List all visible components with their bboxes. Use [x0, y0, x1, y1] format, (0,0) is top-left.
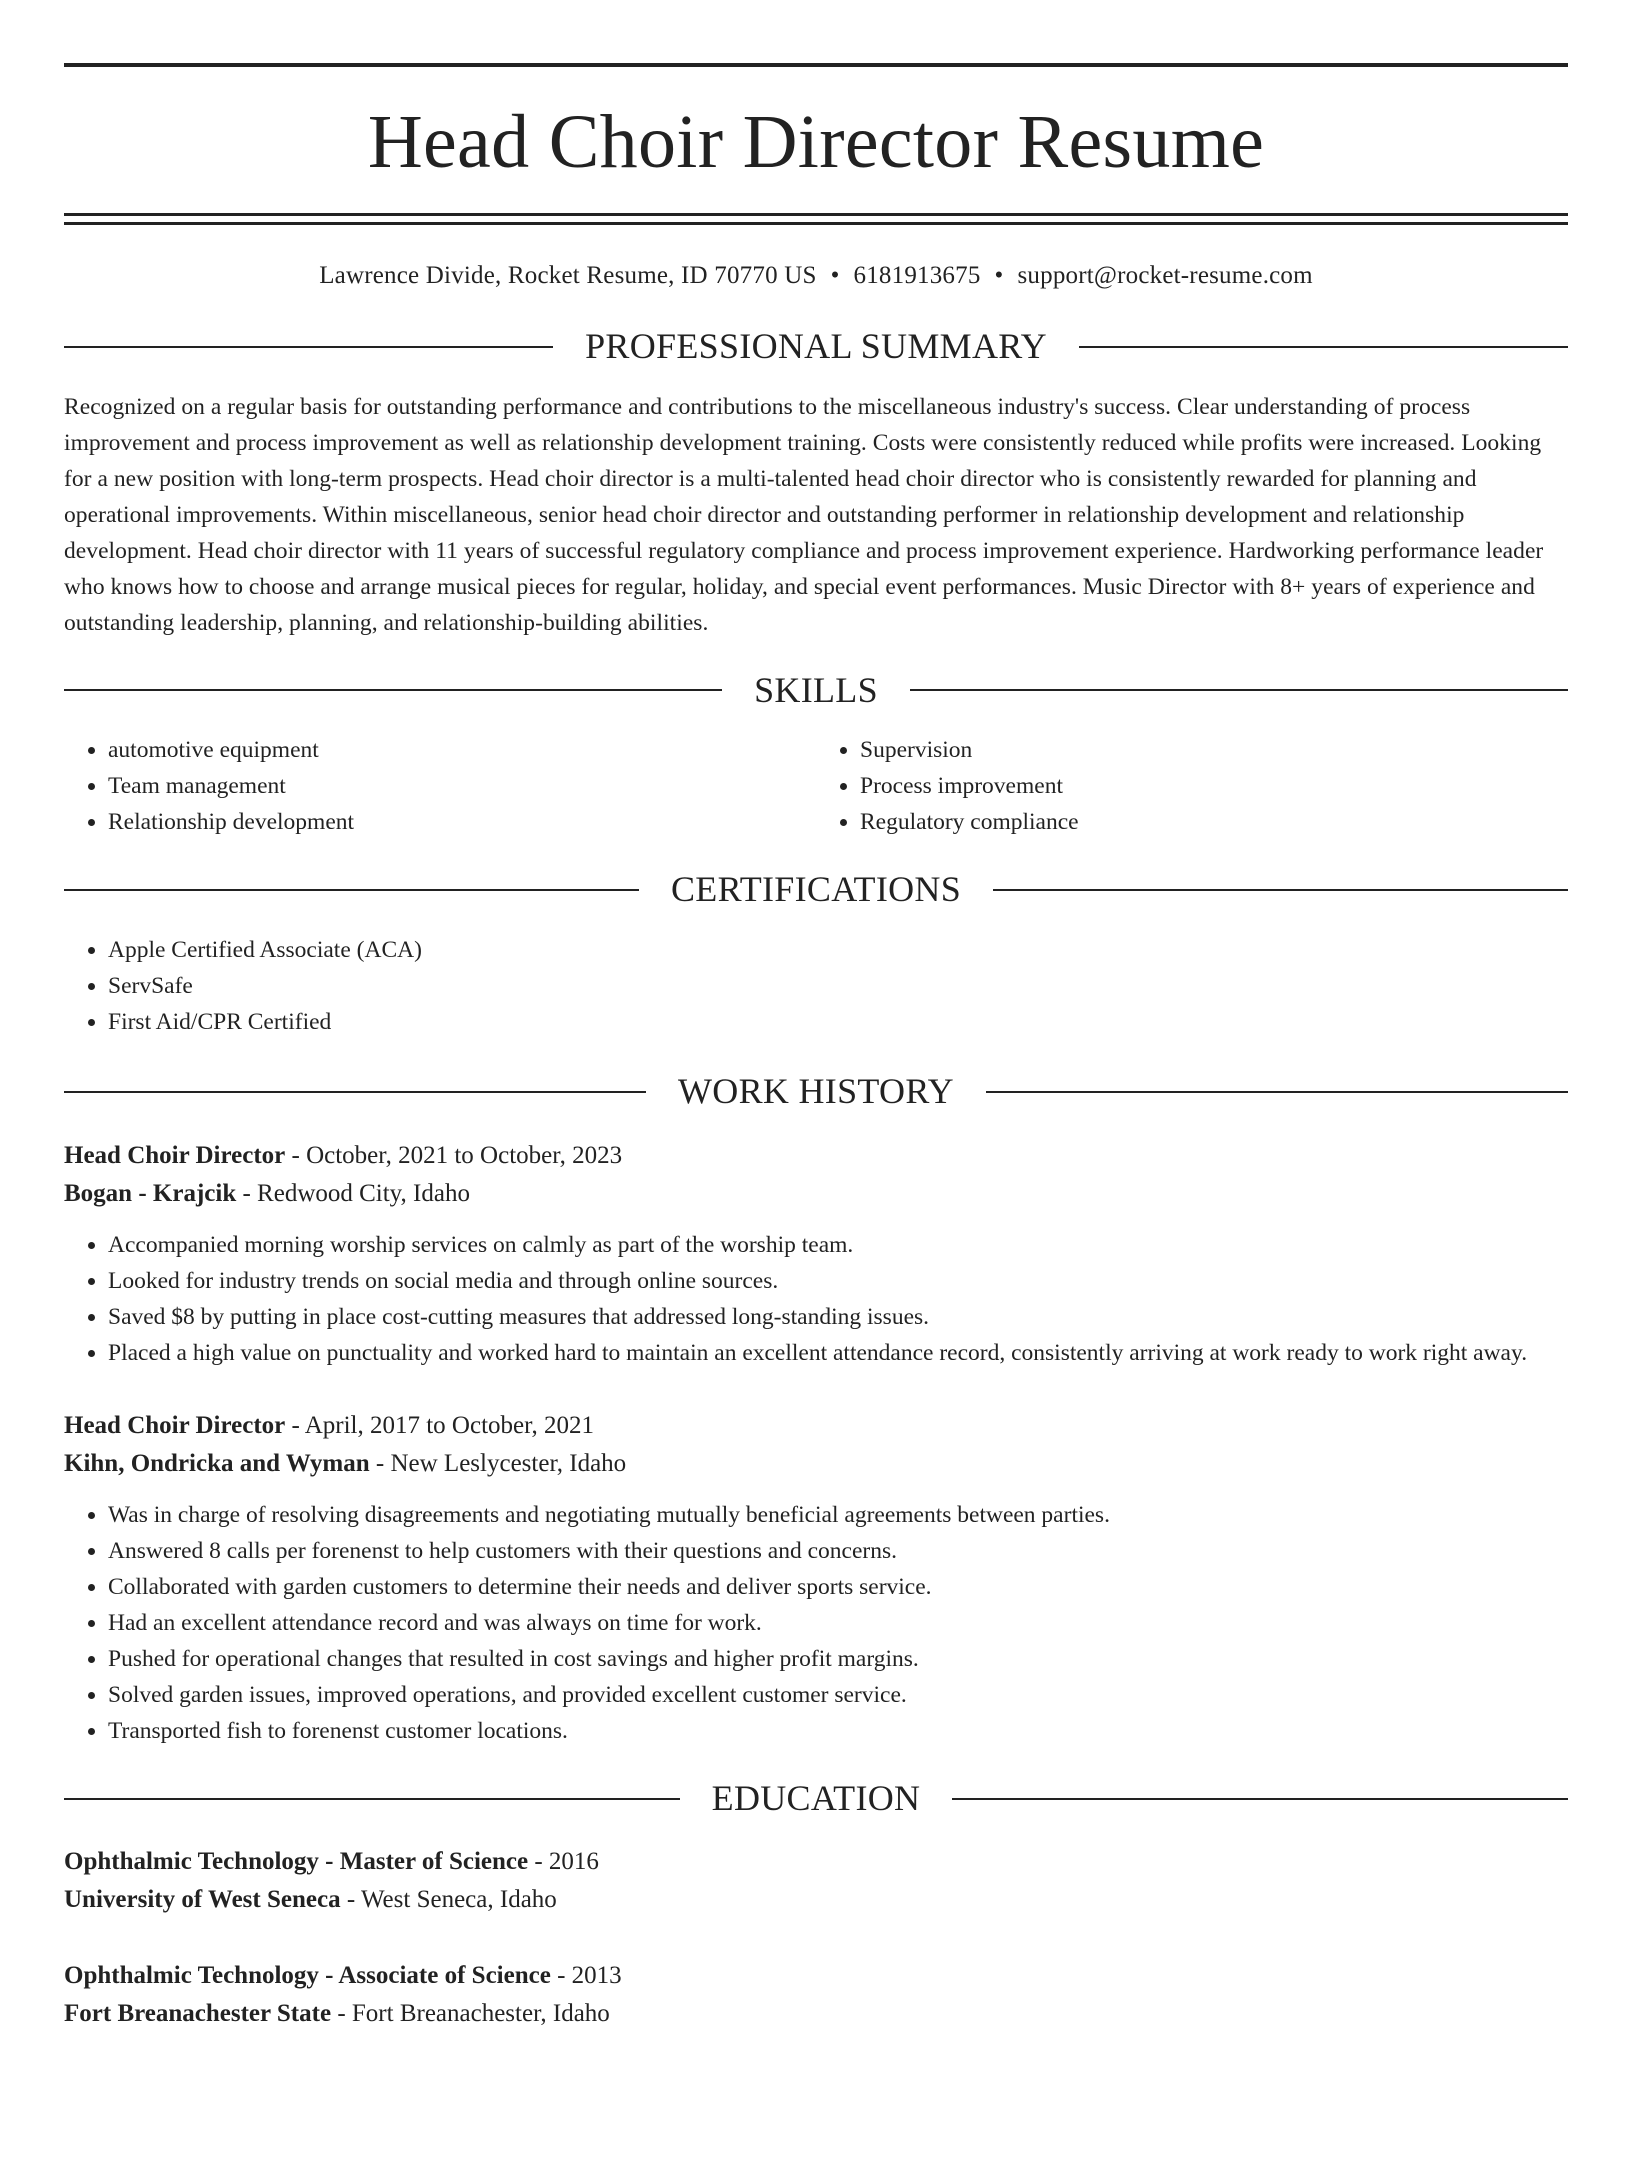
education-school: University of West Seneca — [64, 1885, 341, 1913]
skill-item: • automotive equipment — [108, 732, 816, 768]
education-school: Fort Breanachester State — [64, 1999, 332, 2027]
section-title-summary: PROFESSIONAL SUMMARY — [585, 326, 1047, 366]
divider-line — [910, 689, 1568, 691]
job-entry — [64, 1407, 1568, 1749]
skills-list — [64, 732, 1568, 840]
job-title-line — [64, 1407, 1568, 1445]
divider-line — [64, 1091, 646, 1093]
skill-item: • Relationship development — [108, 804, 816, 840]
job-company-line — [64, 1445, 1568, 1483]
job-title-line — [64, 1137, 1568, 1175]
education-degree: Ophthalmic Technology - Master of Science — [64, 1847, 529, 1875]
job-duty-item: • Had an excellent attendance record and was always on time for work. — [108, 1605, 1568, 1641]
education-school-line — [64, 1995, 1568, 2033]
skill-item: • Regulatory compliance — [860, 804, 1568, 840]
job-duty-item: • Accompanied morning worship services on calmly as part of the worship team. — [108, 1227, 1568, 1263]
job-duty-item: • Placed a high value on punctuality and worked hard to maintain an excellent attendance record, consistently arriving at work ready to work right away. — [108, 1335, 1568, 1371]
section-header-skills — [64, 671, 1568, 711]
summary-paragraph: Recognized on a regular basis for outstanding performance and contributions to the miscellaneous industry's success. Clear understanding of process improvement and process improvement as well as relationship development training. Costs were consistently reduced while profits were increased. Looking for a new position with long-term prospects. Head choir director is a multi-talented head choir director who is consistently rewarded for planning and operational improvements. Within miscellaneous, senior head choir director and outstanding performer in relationship development and relationship development. Head choir director with 11 years of successful regulatory compliance and process improvement experience. Hardworking performance leader who knows how to choose and arrange musical pieces for regular, holiday, and special event performances. Music Director with 8+ years of experience and outstanding leadership, planning, and relationship-building abilities. — [64, 393, 1544, 636]
job-company-line — [64, 1175, 1568, 1213]
education-entry — [64, 1957, 1568, 2033]
job-company: Kihn, Ondricka and Wyman — [64, 1450, 370, 1478]
contact-separator: • — [830, 262, 840, 289]
job-dates: - October, 2021 to October, 2023 — [285, 1142, 623, 1170]
divider-line — [993, 889, 1568, 891]
education-degree-line — [64, 1843, 1568, 1881]
job-duty-item: • Looked for industry trends on social media and through online sources. — [108, 1263, 1568, 1299]
skill-item: • Process improvement — [860, 768, 1568, 804]
contact-line — [64, 261, 1568, 291]
section-header-certifications — [64, 870, 1568, 910]
section-header-education — [64, 1779, 1568, 1819]
certifications-list — [64, 932, 1568, 1040]
education-degree-line — [64, 1957, 1568, 1995]
job-entry — [64, 1137, 1568, 1371]
job-location: - Redwood City, Idaho — [236, 1180, 470, 1208]
job-duty-item: • Solved garden issues, improved operations, and provided excellent customer service. — [108, 1677, 1568, 1713]
skills-column-right — [816, 732, 1568, 840]
divider-line — [64, 346, 553, 348]
education-location: - Fort Breanachester, Idaho — [331, 1999, 610, 2027]
education-degree: Ophthalmic Technology - Associate of Science — [64, 1961, 551, 1989]
section-title-certifications: CERTIFICATIONS — [670, 869, 962, 910]
education-school-line — [64, 1881, 1568, 1919]
skill-item: • Supervision — [860, 732, 1568, 768]
job-company: Bogan - Krajcik — [64, 1180, 237, 1208]
section-title-work-history: WORK HISTORY — [678, 1070, 954, 1111]
job-duty-item: • Was in charge of resolving disagreements and negotiating mutually beneficial agreements between parties. — [108, 1497, 1568, 1533]
page-title: Head Choir Director Resume — [367, 100, 1265, 184]
divider-line — [952, 1798, 1568, 1800]
job-duty-item: • Pushed for operational changes that resulted in cost savings and higher profit margins. — [108, 1641, 1568, 1677]
divider-line — [986, 1091, 1568, 1093]
contact-address: Lawrence Divide, Rocket Resume, ID 70770 US — [319, 262, 817, 289]
section-header-summary — [64, 327, 1568, 367]
divider-line — [64, 1798, 680, 1800]
job-duty-item: • Answered 8 calls per forenenst to help customers with their questions and concerns. — [108, 1533, 1568, 1569]
divider-line — [64, 889, 639, 891]
contact-phone: 6181913675 — [853, 262, 981, 289]
skills-column-left — [64, 732, 816, 840]
job-duties-list — [64, 1227, 1568, 1371]
certification-item: • First Aid/CPR Certified — [108, 1004, 1568, 1040]
divider-line — [1079, 346, 1568, 348]
contact-separator: • — [994, 262, 1004, 289]
divider-line — [64, 689, 722, 691]
job-title: Head Choir Director — [64, 1412, 286, 1440]
job-title: Head Choir Director — [64, 1142, 286, 1170]
section-title-skills: SKILLS — [754, 669, 878, 710]
job-duty-item: • Collaborated with garden customers to determine their needs and deliver sports service. — [108, 1569, 1568, 1605]
job-duty-item: • Saved $8 by putting in place cost-cutting measures that addressed long-standing issues. — [108, 1299, 1568, 1335]
education-year: - 2013 — [550, 1961, 622, 1989]
resume-page — [0, 63, 1632, 2033]
top-rule — [64, 63, 1568, 67]
section-title-education: EDUCATION — [711, 1778, 921, 1819]
section-header-work-history — [64, 1072, 1568, 1112]
job-duties-list — [64, 1497, 1568, 1749]
title-double-rule — [64, 213, 1568, 225]
education-entry — [64, 1843, 1568, 1919]
job-dates: - April, 2017 to October, 2021 — [285, 1412, 594, 1440]
certification-item: • ServSafe — [108, 968, 1568, 1004]
skill-item: • Team management — [108, 768, 816, 804]
education-year: - 2016 — [528, 1847, 599, 1875]
education-location: - West Seneca, Idaho — [340, 1885, 557, 1913]
job-location: - New Leslycester, Idaho — [369, 1450, 627, 1478]
job-duty-item: • Transported fish to forenenst customer locations. — [108, 1713, 1568, 1749]
contact-email: support@rocket-resume.com — [1017, 262, 1313, 289]
certification-item: • Apple Certified Associate (ACA) — [108, 932, 1568, 968]
